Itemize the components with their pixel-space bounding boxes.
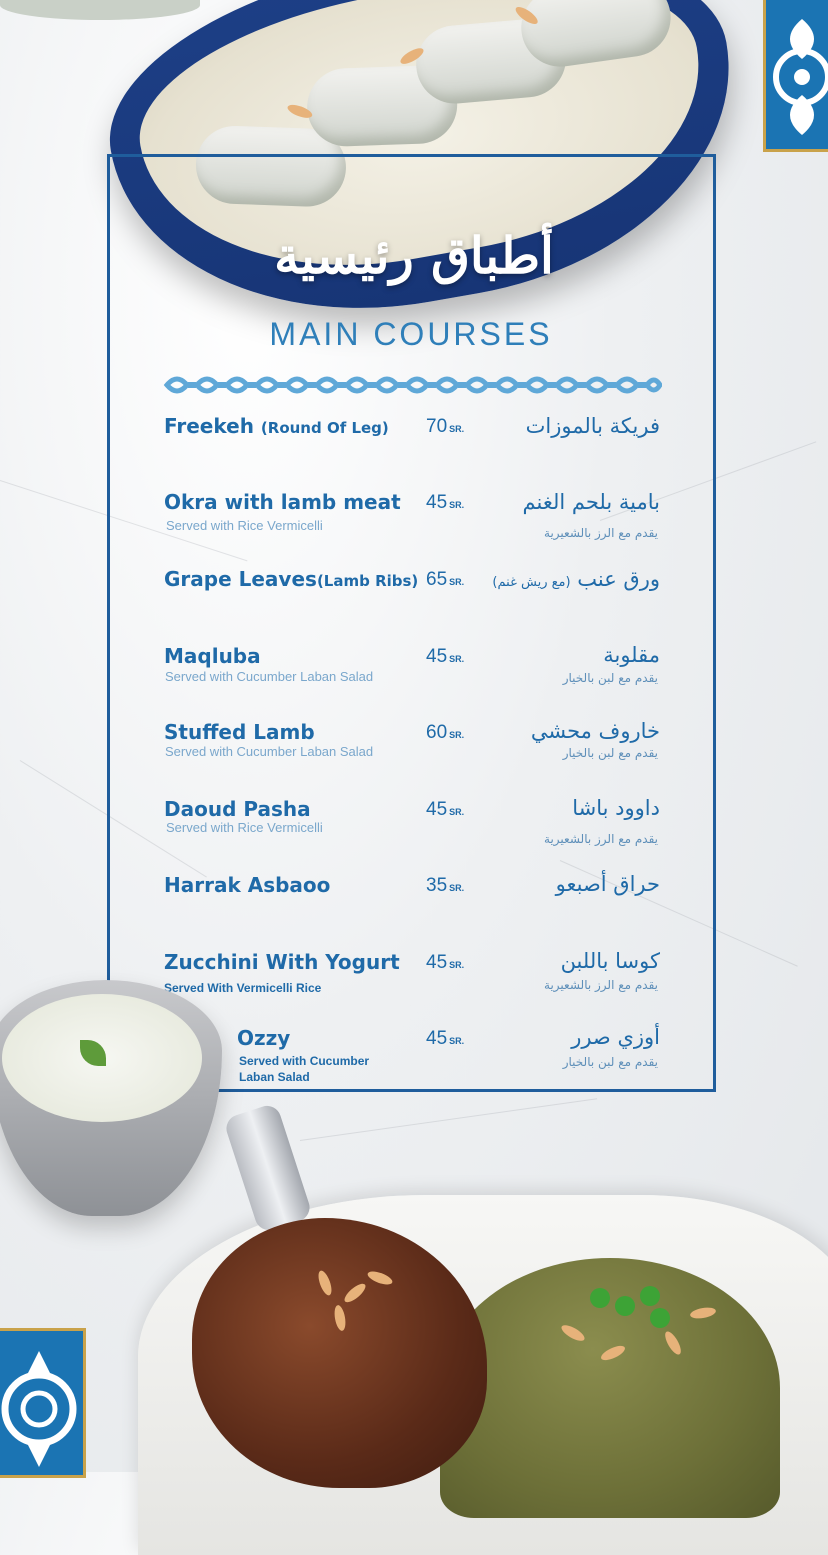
menu-item-description-en: Served with Cucumber Laban Salad [165,669,374,684]
menu-item-price: 60 SR. [426,722,465,743]
menu-item-name-en: Harrak Asbaoo [164,873,331,897]
menu-item-name-en: Ozzy [237,1026,291,1050]
almond-garnish [342,1281,368,1305]
pea [650,1308,670,1328]
yogurt [2,994,202,1122]
menu-item-description-ar: يقدم مع الرز بالشعيرية [544,832,658,846]
menu-item-description-ar: يقدم مع لبن بالخيار [562,1055,658,1069]
menu-item-price: 45 SR. [426,646,465,667]
menu-item-description-en: Served with Rice Vermicelli [166,518,323,533]
menu-item-name-en: Zucchini With Yogurt [164,950,400,974]
menu-item-name-ar: فريكة بالموزات [525,414,660,438]
menu-item-price: 45 SR. [426,952,465,973]
almond-garnish [333,1304,347,1331]
yogurt-bowl-image [0,980,222,1216]
menu-item-name-en: Grape Leaves(Lamb Ribs) [164,567,419,591]
menu-item-price: 45 SR. [426,1028,465,1049]
menu-item-name-ar: ورق عنب (مع ريش غنم) [492,567,660,591]
pea [640,1286,660,1306]
menu-item-description-ar: يقدم مع لبن بالخيار [562,671,658,685]
menu-item-price: 70 SR. [426,416,465,437]
mint-leaf [80,1040,106,1066]
menu-item-description-ar: يقدم مع الرز بالشعيرية [544,978,658,992]
pea [615,1296,635,1316]
tile-pattern-icon [766,0,828,152]
menu-item-name-ar: مقلوبة [603,643,660,667]
almond-garnish [366,1269,394,1287]
menu-item-name-ar: كوسا باللبن [560,949,660,973]
almond-garnish [316,1269,334,1297]
title-arabic: أطباق رئيسية [274,226,554,285]
menu-item-name-ar: داوود باشا [572,796,660,820]
menu-item-description-en: Served with Cucumber Laban Salad [165,744,374,759]
menu-item-name-en: Maqluba [164,644,261,668]
title-english: MAIN COURSES [269,316,553,352]
almond-garnish [599,1343,627,1363]
menu-item-name-ar: حراق أصبعو [555,872,660,896]
menu-item-name-ar: بامية بلحم الغنم [522,490,660,514]
menu-item-name-en: Okra with lamb meat [164,490,401,514]
menu-item-price: 65 SR. [426,569,465,590]
pea [590,1288,610,1308]
almond-garnish [662,1329,684,1357]
menu-item-price: 45 SR. [426,799,465,820]
side-plate-edge [0,0,200,20]
menu-item-name-en: Daoud Pasha [164,797,311,821]
menu-item-name-en: Stuffed Lamb [164,720,315,744]
tile-pattern-icon [0,1331,86,1478]
menu-item-description-en: Served with Cucumber [239,1054,370,1068]
almond-garnish [559,1322,587,1344]
roll [516,0,675,72]
menu-item-name-ar: أوزي صرر [571,1025,660,1049]
menu-item-name-ar: خاروف محشي [530,719,660,743]
decorative-tile-top-right [763,0,828,152]
decorative-tile-bottom-left [0,1328,86,1478]
menu-item-name-en: Freekeh (Round Of Leg) [164,414,389,438]
foil-bone [223,1102,313,1233]
menu-item-description-en: Served with Rice Vermicelli [166,820,323,835]
almond-garnish [689,1306,716,1320]
menu-item-description-en: Served With Vermicelli Rice [164,981,322,995]
ornament-divider [162,370,662,400]
marble-vein [300,1098,597,1141]
menu-item-description-ar: يقدم مع لبن بالخيار [562,746,658,760]
freekeh-rice [440,1258,780,1518]
menu-item-price: 45 SR. [426,492,465,513]
menu-item-price: 35 SR. [426,875,465,896]
menu-item-description-en-line2: Laban Salad [239,1070,310,1084]
menu-item-description-ar: يقدم مع الرز بالشعيرية [544,526,658,540]
